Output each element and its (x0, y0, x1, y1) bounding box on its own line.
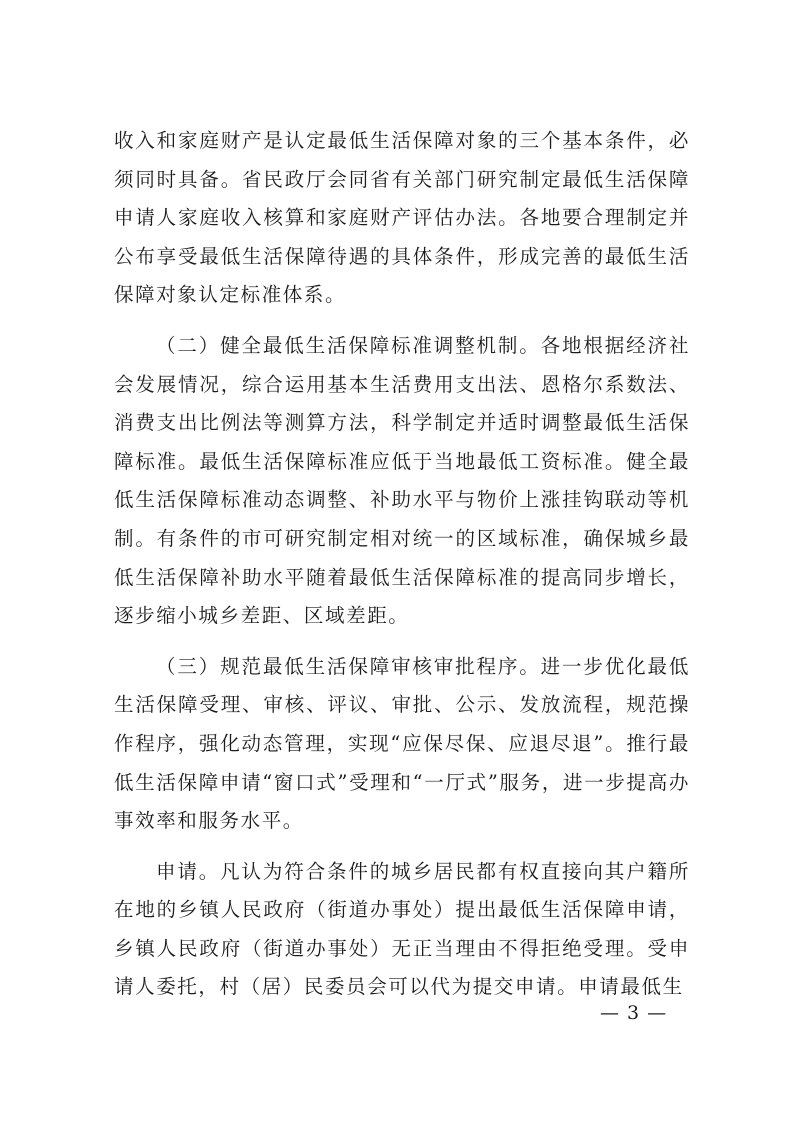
paragraph-continued-conditions: 收入和家庭财产是认定最低生活保障对象的三个基本条件，必须同时具备。省民政厅会同省有关部门研究制定最低生活保障申请人家庭收入核算和家庭财产评估办法。各地要合理制定并公布享受最低生活保障待遇的具体条件，形成完善的最低生活保障对象认定标准体系。 (114, 129, 690, 307)
body-text (114, 122, 690, 1007)
paragraph-review-procedure: （三）规范最低生活保障审核审批程序。进一步优化最低生活保障受理、审核、评议、审批、公示、发放流程，规范操作程序，强化动态管理，实现“应保尽保、应退尽退”。推行最低生活保障申请“窗口式”受理和“一厅式”服务，进一步提高办事效率和服务水平。 (114, 654, 690, 833)
page-number: — 3 — (600, 1002, 668, 1024)
paragraph-application: 申请。凡认为符合条件的城乡居民都有权直接向其户籍所在地的乡镇人民政府（街道办事处）提出最低生活保障申请，乡镇人民政府（街道办事处）无正当理由不得拒绝受理。受申请人委托，村（居）民委员会可以代为提交申请。申请最低生 (114, 859, 690, 999)
paragraph-standard-adjustment: （二）健全最低生活保障标准调整机制。各地根据经济社会发展情况，综合运用基本生活费用支出法、恩格尔系数法、消费支出比例法等测算方法，科学制定并适时调整最低生活保障标准。最低生活保障标准应低于当地最低工资标准。健全最低生活保障标准动态调整、补助水平与物价上涨挂钩联动等机制。有条件的市可研究制定相对统一的区域标准，确保城乡最低生活保障补助水平随着最低生活保障标准的提高同步增长，逐步缩小城乡差距、区域差距。 (114, 333, 690, 628)
